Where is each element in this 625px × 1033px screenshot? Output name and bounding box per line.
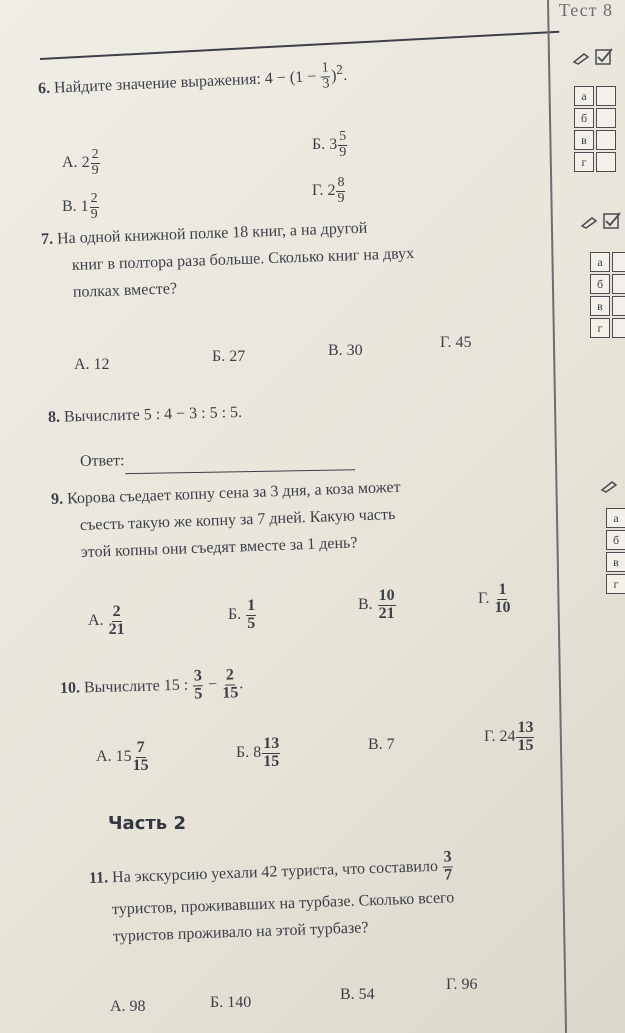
answer-option: В. $\frac{10}{21}$ <box>358 587 395 622</box>
answer-box-letter: г <box>606 574 625 594</box>
answer-box-letter: а <box>606 508 625 528</box>
question-6: 6. Найдите значение выражения: 4 − (1 − $\frac{1}{3}$ )$^2$. <box>37 60 348 98</box>
answer-blank[interactable] <box>124 453 354 474</box>
answer-box-letter: б <box>574 108 594 128</box>
answer-checkbox[interactable] <box>612 318 625 338</box>
question-text: Найдите значение выражения: 4 − (1 − <box>53 68 321 97</box>
answer-line: Ответ: <box>80 443 355 475</box>
answer-option: Б. 140 <box>210 994 252 1011</box>
answer-box-letter: б <box>590 274 610 294</box>
answer-option: А. 2 $\frac{2}{9}$ <box>62 147 99 178</box>
answer-option: А. $\frac{2}{21}$ <box>88 603 125 638</box>
part-heading: Часть 2 <box>108 813 186 834</box>
pencil-check-icon <box>572 48 616 66</box>
answer-option: А. 15 $\frac{7}{15}$ <box>96 739 149 774</box>
question-8: 8. Вычислите 5 : 4 − 3 : 5 : 5. <box>47 403 243 426</box>
answer-checkbox[interactable] <box>612 252 625 272</box>
answer-checkbox[interactable] <box>596 108 616 128</box>
answer-option: Г. 96 <box>446 976 478 993</box>
answer-option: Г. 24 $\frac{13}{15}$ <box>484 719 534 754</box>
answer-box-letter: г <box>574 152 594 172</box>
answer-option: Г. 45 <box>440 334 472 351</box>
answer-option: А. 98 <box>110 998 146 1015</box>
pencil-check-icon <box>580 212 624 230</box>
answer-option: Г. 2 $\frac{8}{9}$ <box>312 175 345 206</box>
question-11: 11. На экскурсию уехали 42 туриста, что составило $\frac{3}{7}$ туристов, проживавших на турбазе. Сколько всего туристов проживало на этой турбазе? <box>88 848 455 945</box>
answer-option: Б. 27 <box>212 348 246 365</box>
answer-checkbox[interactable] <box>596 86 616 106</box>
question-7: 7. На одной книжной полке 18 книг, а на другой книг в полтора раза больше. Сколько книг на двух полках вместе? <box>40 219 415 302</box>
answer-option: В. 54 <box>340 986 375 1003</box>
answer-checkbox[interactable] <box>612 274 625 294</box>
answer-box-group-q7 <box>590 252 625 338</box>
answer-option: В. 30 <box>328 342 363 359</box>
answer-checkbox[interactable] <box>612 296 625 316</box>
answer-box-letter: в <box>574 130 594 150</box>
pencil-icon <box>600 476 625 494</box>
answer-checkbox[interactable] <box>596 152 616 172</box>
answer-option: Б. $\frac{1}{5}$ <box>228 597 256 632</box>
answer-checkbox[interactable] <box>596 130 616 150</box>
answer-option: Б. 8 $\frac{13}{15}$ <box>236 735 280 770</box>
answer-box-letter: а <box>574 86 594 106</box>
answer-box-group-q6 <box>574 86 616 172</box>
fraction: $\frac{1}{3}$ <box>321 60 330 92</box>
answer-option: А. 12 <box>74 356 110 373</box>
answer-box-letter: в <box>606 552 625 572</box>
answer-option: В. 7 <box>368 736 395 753</box>
answer-box-letter: а <box>590 252 610 272</box>
answer-box-letter: г <box>590 318 610 338</box>
question-number: 6. <box>37 79 51 98</box>
question-9: 9. Корова съедает копну сена за 3 дня, а коза может съесть такую же копну за 7 дней. Какую часть этой копны они съедят вместе за 1 день? <box>50 478 401 562</box>
top-divider <box>40 31 559 60</box>
answer-option: Г. $\frac{1}{10}$ <box>478 581 511 616</box>
answer-box-letter: б <box>606 530 625 550</box>
answer-option: Б. 3 $\frac{5}{9}$ <box>312 129 347 160</box>
question-10: 10. Вычислите 15 : $\frac{3}{5}$ − $\frac{2}{15}$ . <box>59 666 244 703</box>
answer-option: В. 1 $\frac{2}{9}$ <box>62 191 98 222</box>
test-label: Тест 8 <box>558 0 613 20</box>
answer-box-letter: в <box>590 296 610 316</box>
answer-box-group-q9 <box>606 508 625 594</box>
